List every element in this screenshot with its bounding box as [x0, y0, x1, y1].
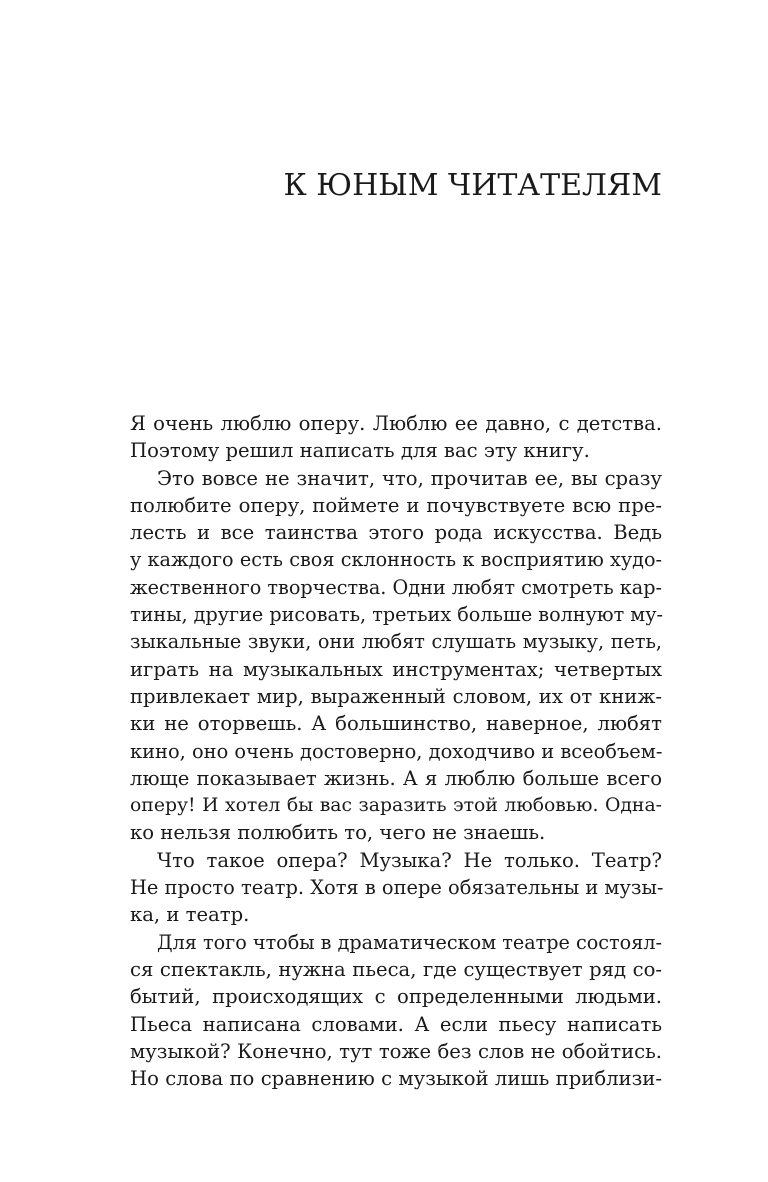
text-line: Но слова по сравнению с музыкой лишь приблизи-: [130, 1067, 662, 1091]
text-line: ка, и театр.: [130, 903, 250, 927]
text-line: ко нельзя полюбить то, чего не знаешь.: [130, 821, 546, 845]
text-line: зыкальные звуки, они любят слушать музыку, петь,: [130, 630, 662, 654]
text-line: ся спектакль, нужна пьеса, где существует ряд со-: [130, 957, 662, 981]
text-line: у каждого есть своя склонность к восприятию худо-: [130, 548, 662, 572]
paragraph-first-line: Что такое опера? Музыка? Не только. Театр?: [157, 848, 662, 872]
body-text: [130, 410, 662, 1092]
text-line: тины, другие рисовать, третьих больше волнуют му-: [130, 603, 664, 627]
text-line: люще показывает жизнь. А я люблю больше всего: [130, 766, 662, 790]
text-line: Пьеса написана словами. А если пьесу написать: [130, 1012, 662, 1036]
text-line: привлекает мир, выраженный словом, их от книж-: [130, 684, 662, 708]
text-line: Поэтому решил написать для вас эту книгу.: [130, 439, 590, 463]
chapter-title: К ЮНЫМ ЧИТАТЕЛЯМ: [283, 168, 662, 203]
text-line: ки не оторвешь. А большинство, наверное, любят: [130, 712, 662, 736]
text-line: лесть и все таинства этого рода искусства. Ведь: [130, 521, 662, 545]
text-line: играть на музыкальных инструментах; четвертых: [130, 657, 662, 681]
text-line: оперу! И хотел бы вас заразить этой любовью. Одна-: [130, 795, 662, 817]
paragraph-first-line: Это вовсе не значит, что, прочитав ее, вы сразу: [157, 466, 662, 490]
text-line: бытий, происходящих с определенными людьми.: [130, 985, 662, 1009]
text-line: музыкой? Конечно, тут тоже без слов не обойтись.: [130, 1039, 662, 1063]
text-line: Я очень люблю оперу. Люблю ее давно, с детства.: [130, 412, 662, 435]
text-line: полюбите оперу, поймете и почувствуете всю пре-: [130, 493, 662, 517]
text-line: жественного творчества. Одни любят смотреть кар-: [130, 575, 662, 599]
paragraph-first-line: Для того чтобы в драматическом театре состоял-: [157, 930, 662, 954]
text-line: Не просто театр. Хотя в опере обязательны и музы-: [130, 876, 664, 900]
text-line: кино, оно очень достоверно, доходчиво и всеобъем-: [130, 739, 663, 763]
